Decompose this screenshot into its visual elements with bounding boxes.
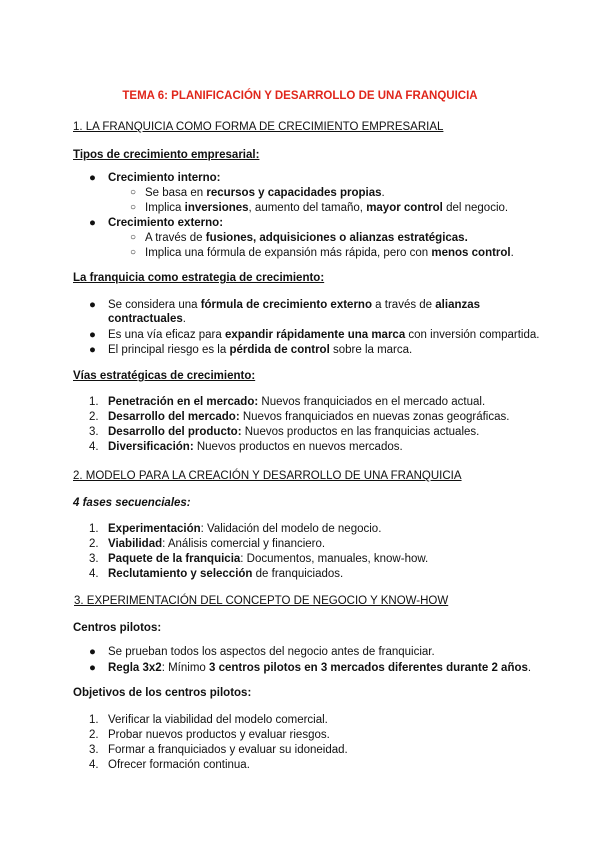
centros-heading: Centros pilotos: [73, 622, 162, 634]
hollow-bullet: ○ [130, 247, 137, 258]
tipos-heading: Tipos de crecimiento empresarial: [73, 149, 260, 161]
estrategia-heading: La franquicia como estrategia de crecimiento: [73, 272, 325, 284]
document-title: TEMA 6: PLANIFICACIÓN Y DESARROLLO DE UNA FRANQUICIA [122, 90, 478, 102]
section-1-heading: 1. LA FRANQUICIA COMO FORMA DE CRECIMIENTO EMPRESARIAL [73, 121, 444, 133]
section-3-heading: 3. EXPERIMENTACIÓN DEL CONCEPTO DE NEGOCIO Y KNOW-HOW [74, 595, 449, 607]
objetivos-heading: Objetivos de los centros pilotos: [73, 687, 252, 699]
hollow-bullet: ○ [130, 232, 137, 243]
bullet: ● [89, 329, 96, 341]
fases-heading: 4 fases secuenciales: [73, 497, 191, 509]
bullet: ● [89, 662, 96, 674]
bullet: ● [89, 299, 96, 311]
hollow-bullet: ○ [130, 202, 137, 213]
bullet: ● [89, 344, 96, 356]
document-page: TEMA 6: PLANIFICACIÓN Y DESARROLLO DE UNA FRANQUICIA 1. LA FRANQUICIA COMO FORMA DE CRECIMIENTO EMPRESARIAL Tipos de crecimiento empresarial: ● Crecimiento interno: ○ Se basa en recursos y capacidades propias. ○ Implica inversiones, aumento del tamaño, mayor control del negocio. ● Crecimiento externo: ○ A través de fusiones, adquisiciones o alianzas estratégicas. ○ Implica una fórmula de expansión más rápida, pero con menos control. La franquicia como estrategia de crecimiento: ● Se considera una fórmula de crecimiento externo a través de alianzas contractuales. ● Es una vía eficaz para expandir rápidamente una marca con inversión compartida. ● El principal riesgo es la pérdida de control sobre la marca. Vías estratégicas de crecimiento: 1. Penetración en el mercado: Nuevos franquiciados en el mercado actual. 2. Desarrollo del mercado: Nuevos franquiciados en nuevas zonas geográficas. 3. Desarrollo del producto: Nuevos productos en las franquicias actuales. 4. Diversificación: Nuevos productos en nuevos mercados. 2. MODELO PARA LA CREACIÓN Y DESARROLLO DE UNA FRANQUICIA 4 fases secuenciales: 1. Experimentación: Validación del modelo de negocio. 2. Viabilidad: Análisis comercial y financiero. 3. Paquete de la franquicia: Documentos, manuales, know-how. 4. Reclutamiento y selección de franquiciados. 3. EXPERIMENTACIÓN DEL CONCEPTO DE NEGOCIO Y KNOW-HOW Centros pilotos: ● Se prueban todos los aspectos del negocio antes de franquiciar. ● Regla 3x2: Mínimo 3 centros pilotos en 3 mercados diferentes durante 2 años. Objetivos de los centros pilotos: 1. Verificar la viabilidad del modelo comercial. 2. Probar nuevos productos y evaluar riesgos. 3. Formar a franquiciados y evaluar su idoneidad. 4. Ofrecer formación continua. [0, 0, 600, 848]
bullet: ● [89, 646, 96, 658]
section-2-heading: 2. MODELO PARA LA CREACIÓN Y DESARROLLO DE UNA FRANQUICIA [73, 470, 462, 482]
bullet: ● [89, 172, 96, 184]
hollow-bullet: ○ [130, 187, 137, 198]
bullet: ● [89, 217, 96, 229]
vias-heading: Vías estratégicas de crecimiento: [73, 370, 256, 382]
